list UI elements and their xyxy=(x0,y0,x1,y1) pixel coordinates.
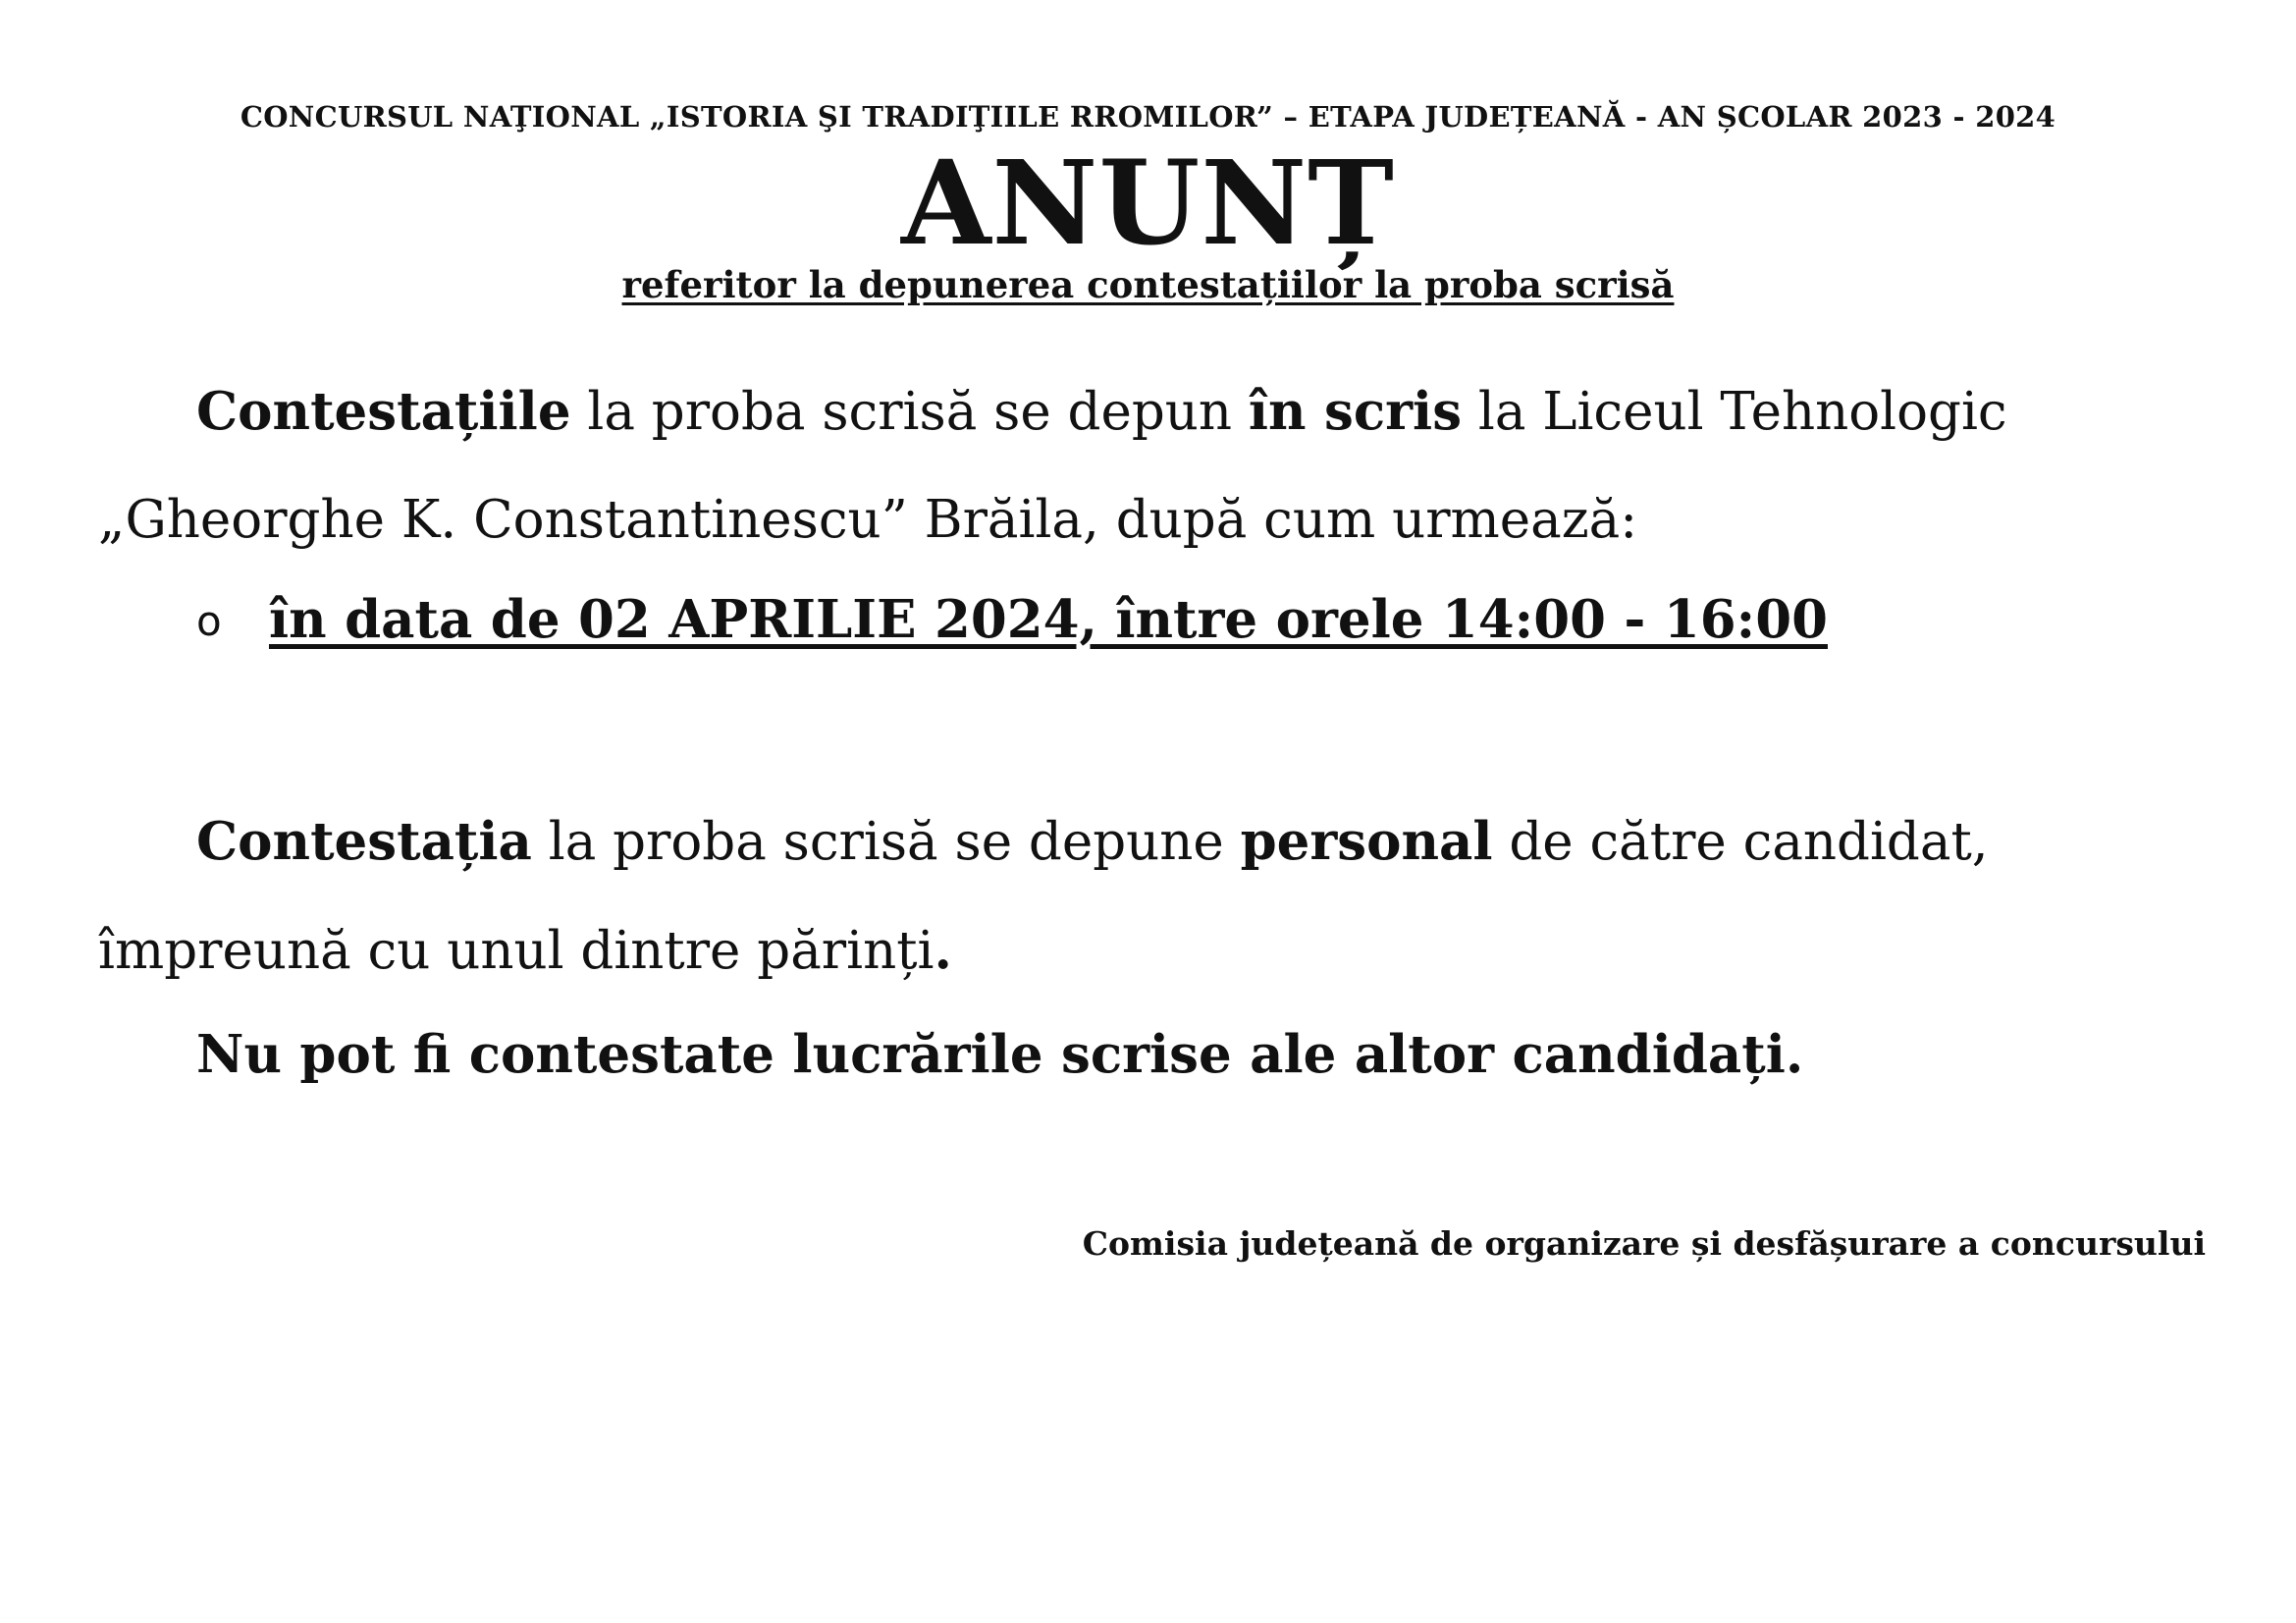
paragraph2-text-2: de către candidat, împreună cu unul dintre părinți xyxy=(98,812,1989,981)
bold-in-scris: în scris xyxy=(1248,381,1463,442)
paragraph1-text-2: la Liceul Tehnologic „Gheorghe K. Constantinescu” Brăila, după cum urmează: xyxy=(98,382,2007,550)
signature-committee: Comisia județeană de organizare și desfășurare a concursului xyxy=(1082,1224,2206,1263)
paragraph-restriction xyxy=(98,1001,2218,1109)
bold-contestatia: Contestația xyxy=(196,811,532,872)
date-bullet-item xyxy=(196,589,1828,650)
paragraph2-period: . xyxy=(934,920,952,981)
paragraph2-text-1: la proba scrisă se depune xyxy=(531,812,1241,872)
bold-personal: personal xyxy=(1240,811,1493,872)
page-subtitle: referitor la depunerea contestațiilor la proba scrisă xyxy=(621,263,1675,306)
restriction-text: Nu pot fi contestate lucrările scrise ale altor candidați. xyxy=(196,1024,1804,1085)
paragraph-contestations-location xyxy=(98,357,2218,574)
page-title: ANUNȚ xyxy=(901,135,1395,271)
hollow-bullet-icon: o xyxy=(196,597,222,645)
bold-contestatiile: Contestațiile xyxy=(196,381,571,442)
paragraph1-text-1: la proba scrisă se depun xyxy=(570,382,1249,442)
competition-header: CONCURSUL NAŢIONAL „ISTORIA ŞI TRADIŢIILE RROMILOR” – ETAPA JUDEȚEANĂ - AN ȘCOLAR 2023 - 2024 xyxy=(240,100,2056,134)
date-time-text: în data de 02 APRILIE 2024, între orele 14:00 - 16:00 xyxy=(269,589,1828,650)
paragraph-personal-submission xyxy=(98,787,2218,1005)
